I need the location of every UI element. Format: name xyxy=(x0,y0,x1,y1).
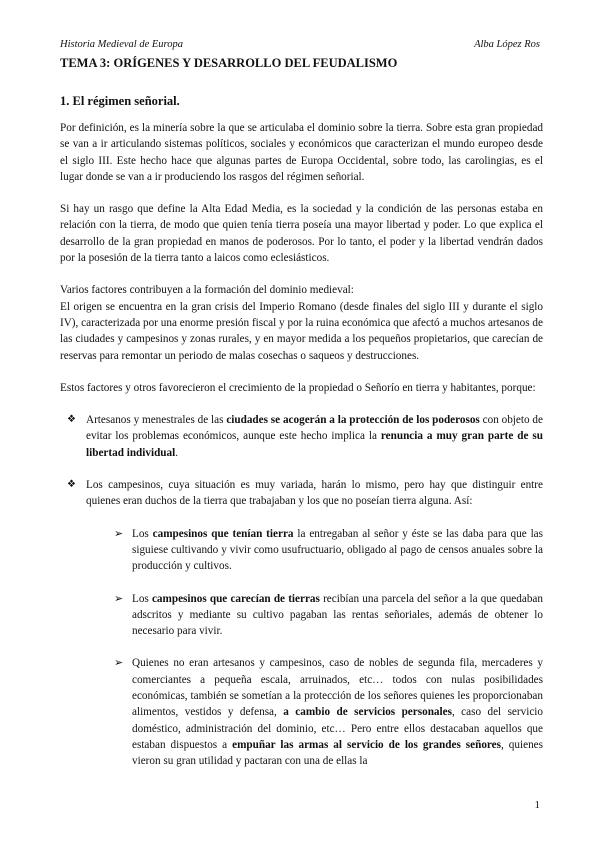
page-number: 1 xyxy=(534,799,540,811)
body-text xyxy=(60,120,543,786)
sub-bullet-item: ➢ Quienes no eran artesanos y campesinos, caso de nobles de segunda fila, mercaderes y comerciantes a pequeña escala, arruinados, etc… todos con nulas posibilidades económicas, también se sometían a la protección de los señores quienes les proporcionaban alimentos, vestidos y defensa, a cambio de servicios personales, caso del servicio doméstico, administración del dominio, etc… Pero entre ellos destacaban aquellos que estaban dispuestos a empuñar las armas al servicio de los grandes señores, quienes vieron su gran utilidad y pactaran con una de ellas la xyxy=(114,657,543,768)
emphasis: ciudades se acogerán a la protección de los poderosos xyxy=(226,414,480,427)
header-course: Historia Medieval de Europa xyxy=(60,39,183,50)
emphasis: campesinos que carecían de tierras xyxy=(151,592,320,605)
sub-bullet-item: ➢ Los campesinos que carecían de tierras recibían una parcela del señor a la que quedaban adscritos y mediante su cultivo pagaban las rentas señoriales, además de obtener lo necesario para vivir. xyxy=(114,592,543,638)
bullet-item: ❖ Artesanos y menestrales de las ciudades se acogerán a la protección de los poderosos con objeto de evitar los problemas económicos, aunque este hecho implica la renuncia a muy gran parte de su libertad individual. xyxy=(67,414,543,459)
emphasis: campesinos que tenían tierra xyxy=(152,527,294,540)
arrow-bullet-icon: ➢ xyxy=(114,657,124,670)
emphasis: renuncia a muy gran parte de su libertad individual xyxy=(86,430,543,459)
paragraph: Si hay un rasgo que define la Alta Edad Media, es la sociedad y la condición de las personas estaba en relación con la tierra, de modo que quien tenía tierra poseía una mayor libertad y poder. Lo que explica el desarrollo de la gran propiedad en manos de poderosos. Por lo tanto, el poder y la libertad vendrán dados por la posesión de la tierra tanto a laicos como eclesiásticos. xyxy=(60,203,543,265)
document-title: TEMA 3: ORÍGENES Y DESARROLLO DEL FEUDALISMO xyxy=(60,56,398,70)
header-author: Alba López Ros xyxy=(474,39,540,50)
arrow-bullet-icon: ➢ xyxy=(114,527,124,540)
paragraph: Estos factores y otros favorecieron el crecimiento de la propiedad o Señorío en tierra y habitantes, porque: xyxy=(60,381,536,394)
bullet-item: ❖ Los campesinos, cuya situación es muy variada, harán lo mismo, pero hay que distinguir entre quienes eran duchos de la tierra que trabajaban y los que no poseían tierra alguna. Así: xyxy=(67,479,543,508)
section-heading: 1. El régimen señorial. xyxy=(60,94,180,108)
emphasis: empuñar las armas al servicio de los grandes señores xyxy=(232,738,502,751)
paragraph: El origen se encuentra en la gran crisis del Imperio Romano (desde finales del siglo III y durante el siglo IV), caracterizada por una enorme presión fiscal y por la ruina económica que afectó a muchos artesanos de las ciudades y campesinos y zonas rurales, y en mayor medida a los pequeños propietarios, que carecían de reservas para remontar un periodo de malas cosechas o saqueos y destrucciones. xyxy=(60,300,543,362)
diamond-bullet-icon: ❖ xyxy=(67,414,76,426)
diamond-bullet-icon: ❖ xyxy=(67,479,76,491)
emphasis: a cambio de servicios personales xyxy=(283,706,452,719)
arrow-bullet-icon: ➢ xyxy=(114,592,124,605)
paragraph: Por definición, es la minería sobre la que se articulaba el dominio sobre la tierra. Sobre esta gran propiedad se van a ir articulando sistemas políticos, sociales y económicos que caracterizan el mundo europeo desde el siglo III. Este hecho hace que algunas partes de Europa Occidental, sobre todo, las carolingias, es el lugar donde se van a ir produciendo los rasgos del régimen señorial. xyxy=(60,122,543,183)
sub-bullet-item: ➢ Los campesinos que tenían tierra la entregaban al señor y éste se las daba para que las siguiese cultivando y vivir como usufructuario, obligado al pago de censos anuales sobre la producción y cultivos. xyxy=(114,527,543,573)
paragraph: Varios factores contribuyen a la formación del dominio medieval: xyxy=(60,284,354,297)
